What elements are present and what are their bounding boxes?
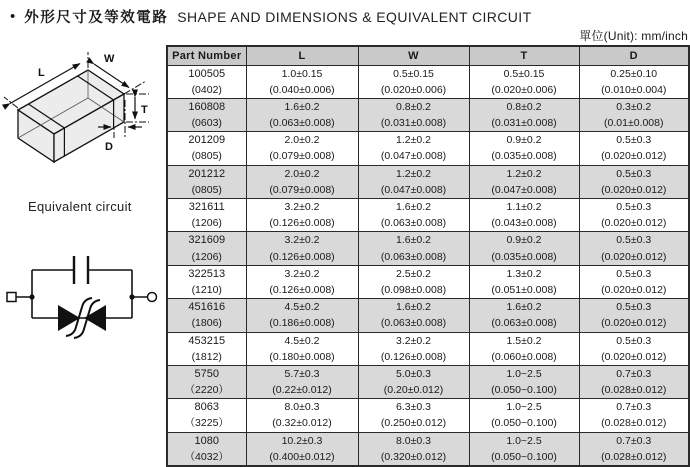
value-inch: (0.020±0.012) (601, 217, 667, 230)
value-mm: 3.2±0.2 (396, 334, 431, 347)
part-number-cell (167, 265, 246, 298)
dimension-cell (469, 165, 579, 198)
dimension-cell (579, 132, 689, 165)
value-mm: 0.7±0.3 (616, 434, 652, 447)
value-inch: (1206) (191, 217, 222, 230)
value-inch: (0.098±0.008) (380, 283, 447, 296)
dimension-cell (469, 199, 579, 232)
value-mm: 0.8±0.2 (506, 100, 542, 113)
value-inch: (0.035±0.008) (491, 150, 557, 163)
value-mm: 8.0±0.3 (396, 434, 431, 447)
value-mm: 4.5±0.2 (284, 334, 320, 347)
value-inch: (0.035±0.008) (491, 250, 557, 263)
value-mm: 8.0±0.3 (284, 401, 320, 414)
dimension-cell (469, 132, 579, 165)
value-inch: (0.063±0.008) (269, 117, 335, 130)
dimension-cell (579, 232, 689, 265)
value-inch: (0.028±0.012) (601, 384, 667, 397)
value-inch: (0.010±0.004) (601, 83, 667, 96)
dimension-cell (579, 399, 689, 432)
value-mm: 451616 (188, 301, 226, 314)
value-inch: (0.01±0.008) (604, 117, 664, 130)
value-inch: (1806) (191, 317, 222, 330)
dimension-cell (579, 65, 689, 98)
right-terminal (148, 293, 157, 302)
dimension-cell (246, 365, 358, 398)
value-mm: 322513 (188, 267, 226, 280)
dimension-cell (358, 432, 469, 466)
dimension-cell (246, 98, 358, 131)
part-number-cell (167, 199, 246, 232)
value-inch: (0.126±0.008) (380, 350, 447, 363)
part-number-cell (167, 65, 246, 98)
dimension-label-t: T (141, 104, 148, 116)
dimension-cell (469, 65, 579, 98)
value-mm: 0.5±0.3 (616, 334, 652, 347)
value-inch: (0.020±0.012) (601, 150, 667, 163)
part-number-cell (167, 232, 246, 265)
dimension-cell (469, 399, 579, 432)
value-inch: (0.028±0.012) (601, 417, 667, 430)
value-inch: (0.32±0.012) (272, 417, 332, 430)
value-inch: (0.051±0.008) (491, 283, 557, 296)
value-mm: 0.8±0.2 (396, 100, 431, 113)
table-row (167, 432, 689, 466)
value-mm: 0.5±0.3 (616, 167, 652, 180)
value-inch: (0603) (191, 117, 222, 130)
column-header-part-number: Part Number (167, 46, 246, 65)
value-mm: 453215 (188, 334, 226, 347)
value-mm: 1.6±0.2 (396, 234, 431, 247)
value-mm: 0.5±0.15 (503, 67, 545, 80)
value-inch: (0805) (191, 150, 222, 163)
part-number-cell (167, 399, 246, 432)
table-row (167, 365, 689, 398)
value-inch: (0805) (191, 183, 222, 196)
value-mm: 160808 (188, 100, 226, 113)
value-mm: 321609 (188, 234, 226, 247)
dimension-cell (358, 165, 469, 198)
dimension-cell (579, 165, 689, 198)
table-row (167, 232, 689, 265)
dimensions-table (166, 45, 690, 467)
value-inch: (0.020±0.012) (601, 350, 667, 363)
value-mm: 100505 (188, 67, 226, 80)
value-mm: 1.6±0.2 (396, 301, 431, 314)
dimension-cell (358, 265, 469, 298)
value-mm: 0.5±0.15 (393, 67, 434, 80)
dimensions-table-body (167, 65, 689, 466)
part-number-cell (167, 299, 246, 332)
value-inch: (0.20±0.012) (383, 384, 444, 397)
dimension-cell (579, 199, 689, 232)
value-inch: (0.020±0.012) (601, 317, 667, 330)
value-inch: (0.320±0.012) (380, 450, 447, 463)
value-inch: (0.063±0.008) (491, 317, 557, 330)
dimension-cell (246, 332, 358, 365)
value-inch: （4032） (184, 450, 229, 463)
value-inch: (0.063±0.008) (380, 250, 447, 263)
value-inch: (1206) (191, 250, 222, 263)
value-inch: (0.047±0.008) (380, 150, 447, 163)
value-mm: 1.5±0.2 (506, 334, 542, 347)
part-number-cell (167, 132, 246, 165)
part-number-cell (167, 165, 246, 198)
table-row (167, 132, 689, 165)
value-mm: 5.0±0.3 (396, 367, 431, 380)
value-inch: (0.126±0.008) (269, 283, 335, 296)
dimension-cell (358, 399, 469, 432)
value-inch: (0.250±0.012) (380, 417, 447, 430)
dimension-cell (579, 332, 689, 365)
value-inch: (0.060±0.008) (491, 350, 557, 363)
value-inch: (0.400±0.012) (269, 450, 335, 463)
value-mm: 3.2±0.2 (284, 267, 320, 280)
value-mm: 0.25±0.10 (610, 67, 658, 80)
value-inch: (0.040±0.006) (269, 83, 335, 96)
table-row (167, 65, 689, 98)
equivalent-circuit-caption: Equivalent circuit (28, 199, 132, 214)
dimension-cell (358, 232, 469, 265)
value-inch: (0.063±0.008) (380, 317, 447, 330)
table-row (167, 199, 689, 232)
table-row (167, 165, 689, 198)
dimension-cell (246, 399, 358, 432)
junction-dot (29, 294, 34, 299)
value-inch: (0402) (191, 83, 222, 96)
dimension-cell (358, 299, 469, 332)
table-header-row (167, 46, 689, 65)
value-mm: 1.0~2.5 (506, 434, 542, 447)
dimension-cell (579, 265, 689, 298)
dimension-cell (358, 65, 469, 98)
dimension-cell (469, 232, 579, 265)
value-inch: (0.050~0.100) (491, 417, 557, 430)
value-inch: (0.22±0.012) (272, 384, 332, 397)
value-inch: (1210) (191, 283, 222, 296)
value-mm: 2.5±0.2 (396, 267, 431, 280)
value-mm: 0.5±0.3 (616, 134, 652, 147)
value-mm: 321611 (188, 201, 225, 213)
value-mm: 0.3±0.2 (616, 100, 652, 113)
table-row (167, 265, 689, 298)
dimension-cell (469, 265, 579, 298)
value-mm: 1.3±0.2 (506, 267, 542, 280)
value-mm: 0.7±0.3 (616, 401, 652, 414)
value-mm: 1.6±0.2 (284, 100, 320, 113)
value-mm: 0.9±0.2 (506, 134, 542, 147)
dimension-cell (579, 98, 689, 131)
value-mm: 1.0±0.15 (281, 67, 323, 80)
value-inch: (0.020±0.012) (601, 183, 667, 196)
dimension-cell (246, 432, 358, 466)
dimension-cell (469, 432, 579, 466)
junction-dot (129, 294, 134, 299)
part-number-cell (167, 98, 246, 131)
dimension-cell (579, 365, 689, 398)
dimension-cell (358, 199, 469, 232)
dimension-t-arrow (135, 97, 148, 119)
column-header-l: L (246, 46, 358, 65)
value-inch: （3225） (184, 417, 229, 430)
part-number-cell (167, 332, 246, 365)
value-inch: (0.020±0.006) (380, 83, 447, 96)
value-inch: (0.050~0.100) (491, 384, 557, 397)
value-inch: (0.020±0.012) (601, 250, 667, 263)
unit-label: 單位(Unit): mm/inch (579, 29, 688, 43)
table-row (167, 399, 689, 432)
value-mm: 8063 (194, 401, 219, 414)
dimension-cell (469, 299, 579, 332)
value-mm: 201212 (188, 167, 226, 180)
dimension-cell (246, 232, 358, 265)
section-title-english: SHAPE AND DIMENSIONS & EQUIVALENT CIRCUIT (177, 8, 532, 25)
value-mm: 10.2±0.3 (281, 434, 323, 447)
value-mm: 6.3±0.3 (396, 401, 431, 414)
dimension-cell (246, 299, 358, 332)
value-inch: （2220） (184, 384, 229, 397)
section-title-chinese: 外形尺寸及等效電路 (24, 10, 169, 26)
dimension-cell (358, 98, 469, 131)
dimension-cell (579, 299, 689, 332)
value-mm: 1080 (194, 434, 219, 447)
value-mm: 1.1±0.2 (506, 201, 542, 213)
value-mm: 1.2±0.2 (396, 134, 431, 147)
value-inch: (0.079±0.008) (269, 183, 335, 196)
value-inch: (0.020±0.006) (491, 83, 557, 96)
value-mm: 4.5±0.2 (284, 301, 320, 314)
dimension-label-l: L (38, 67, 45, 79)
value-mm: 3.2±0.2 (284, 234, 320, 247)
dimension-cell (469, 365, 579, 398)
value-inch: (0.047±0.008) (380, 183, 447, 196)
table-row (167, 332, 689, 365)
part-number-cell (167, 432, 246, 466)
value-inch: (0.126±0.008) (269, 217, 335, 230)
dimension-cell (246, 65, 358, 98)
value-mm: 1.6±0.2 (506, 301, 542, 314)
dimension-label-d: D (105, 141, 113, 153)
value-mm: 0.7±0.3 (616, 367, 652, 380)
dimension-cell (469, 332, 579, 365)
section-title (10, 6, 532, 27)
value-inch: (0.028±0.012) (601, 450, 667, 463)
value-mm: 2.0±0.2 (284, 134, 320, 147)
value-mm: 1.2±0.2 (506, 167, 542, 180)
value-mm: 0.5±0.3 (616, 201, 652, 213)
value-mm: 5750 (194, 367, 219, 380)
table-row (167, 98, 689, 131)
value-mm: 1.0~2.5 (506, 401, 542, 414)
dimension-cell (358, 365, 469, 398)
value-inch: (0.079±0.008) (269, 150, 335, 163)
left-terminal (7, 293, 16, 302)
value-inch: (0.031±0.008) (380, 117, 447, 130)
value-mm: 2.0±0.2 (284, 167, 320, 180)
part-number-cell (167, 365, 246, 398)
chip-dimensions-diagram (2, 52, 164, 178)
value-mm: 1.6±0.2 (396, 201, 431, 213)
value-inch: (0.186±0.008) (269, 317, 335, 330)
value-inch: (0.020±0.012) (601, 283, 667, 296)
dimension-cell (246, 165, 358, 198)
value-mm: 0.5±0.3 (616, 234, 652, 247)
value-inch: (1812) (191, 350, 222, 363)
value-inch: (0.031±0.008) (491, 117, 557, 130)
dimension-cell (358, 332, 469, 365)
column-header-t: T (469, 46, 579, 65)
column-header-d: D (579, 46, 689, 65)
bullet-icon: • (10, 8, 16, 25)
dimension-cell (246, 199, 358, 232)
value-inch: (0.126±0.008) (269, 250, 335, 263)
value-mm: 3.2±0.2 (284, 201, 320, 213)
dimension-cell (246, 265, 358, 298)
value-inch: (0.180±0.008) (269, 350, 335, 363)
value-mm: 201209 (188, 134, 226, 147)
value-mm: 5.7±0.3 (284, 367, 320, 380)
value-mm: 0.5±0.3 (616, 301, 652, 314)
dimension-cell (358, 132, 469, 165)
value-inch: (0.063±0.008) (380, 217, 447, 230)
dimension-cell (246, 132, 358, 165)
dimension-cell (579, 432, 689, 466)
dimension-cell (469, 98, 579, 131)
value-mm: 1.2±0.2 (396, 167, 431, 180)
table-row (167, 299, 689, 332)
dimension-label-w: W (104, 53, 115, 65)
value-inch: (0.047±0.008) (491, 183, 557, 196)
value-inch: (0.050~0.100) (491, 450, 557, 463)
value-mm: 1.0~2.5 (506, 367, 542, 380)
equivalent-circuit-diagram (2, 250, 162, 362)
value-mm: 0.5±0.3 (616, 267, 652, 280)
capacitor-icon (74, 256, 88, 284)
value-mm: 0.9±0.2 (506, 234, 542, 247)
column-header-w: W (358, 46, 469, 65)
value-inch: (0.043±0.008) (491, 217, 557, 230)
